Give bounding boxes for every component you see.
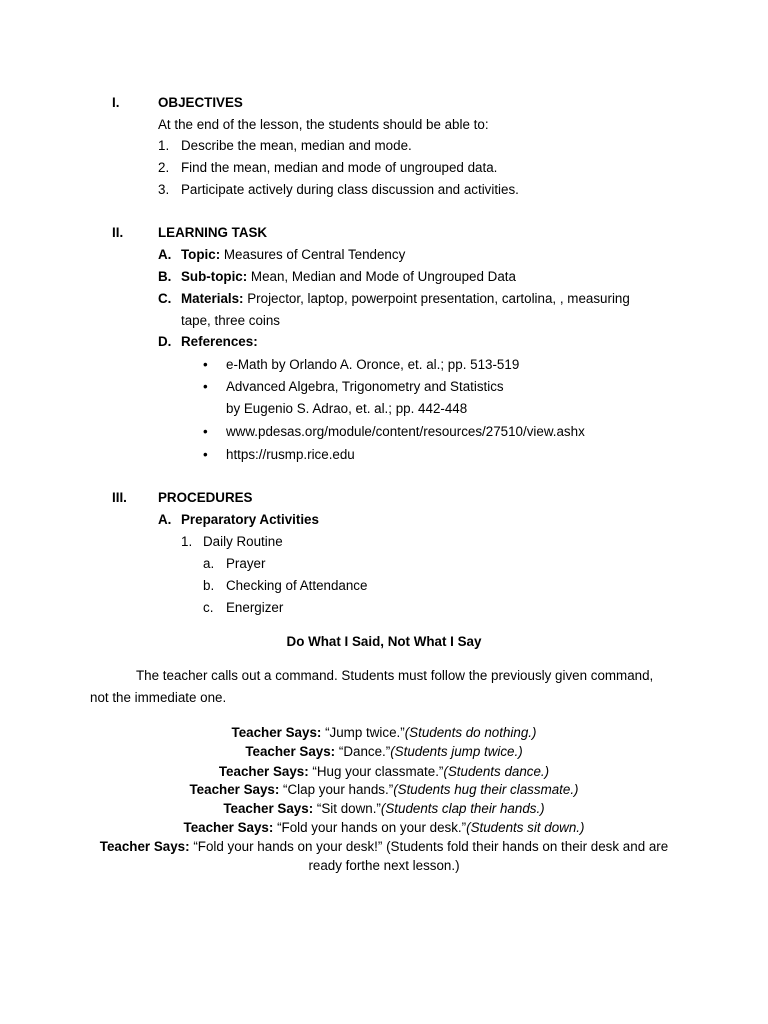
- student-response: (Students sit down.): [466, 820, 585, 835]
- bullet-icon: •: [203, 424, 208, 439]
- objective-number: 2.: [158, 160, 170, 175]
- teacher-says-line: [0, 819, 768, 837]
- command-text: “Sit down.”: [313, 801, 381, 816]
- section-1-heading: OBJECTIVES: [158, 95, 243, 110]
- topic-line: [181, 246, 405, 264]
- student-response: (Students dance.): [443, 764, 550, 779]
- teacher-says-label: Teacher Says:: [231, 725, 322, 740]
- teacher-says-label: Teacher Says:: [245, 744, 336, 759]
- command-text: “Fold your hands on your desk!” (Students fold their hands on their desk and are: [189, 839, 669, 854]
- materials-letter: C.: [158, 291, 172, 306]
- reference-item-continuation: by Eugenio S. Adrao, et. al.; pp. 442-448: [226, 401, 468, 416]
- objective-number: 3.: [158, 182, 170, 197]
- subtopic-letter: B.: [158, 269, 172, 284]
- objective-number: 1.: [158, 138, 170, 153]
- bullet-icon: •: [203, 447, 208, 462]
- game-title: Do What I Said, Not What I Say: [286, 634, 482, 649]
- topic-value: Measures of Central Tendency: [220, 247, 406, 262]
- student-response: (Students jump twice.): [390, 744, 523, 759]
- bullet-icon: •: [203, 357, 208, 372]
- materials-value: Projector, laptop, powerpoint presentation, cartolina, , measuring: [243, 291, 630, 306]
- teacher-says-line: [0, 838, 768, 856]
- teacher-says-line: [0, 763, 768, 781]
- teacher-says-line: [0, 800, 768, 818]
- routine-letter: c.: [203, 600, 214, 615]
- reference-item: www.pdesas.org/module/content/resources/27510/view.ashx: [226, 424, 585, 439]
- routine-item: Energizer: [226, 600, 284, 615]
- game-description-continuation: not the immediate one.: [90, 690, 227, 705]
- topic-label: Topic:: [181, 247, 221, 262]
- teacher-says-label: Teacher Says:: [189, 782, 280, 797]
- command-text: “Fold your hands on your desk.”: [273, 820, 467, 835]
- daily-routine-label: Daily Routine: [203, 534, 283, 549]
- references-letter: D.: [158, 334, 172, 349]
- teacher-says-label: Teacher Says:: [183, 820, 274, 835]
- subtopic-label: Sub-topic:: [181, 269, 248, 284]
- teacher-says-line: [0, 724, 768, 742]
- section-2-numeral: II.: [112, 225, 124, 240]
- section-3-numeral: III.: [112, 490, 127, 505]
- student-response: (Students hug their classmate.): [393, 782, 579, 797]
- materials-label: Materials:: [181, 291, 244, 306]
- objectives-intro: At the end of the lesson, the students should be able to:: [158, 117, 489, 132]
- section-2-heading: LEARNING TASK: [158, 225, 268, 240]
- routine-letter: b.: [203, 578, 215, 593]
- student-response: (Students clap their hands.): [380, 801, 545, 816]
- command-text: “Dance.”: [335, 744, 391, 759]
- game-description: The teacher calls out a command. Students must follow the previously given command,: [136, 668, 654, 683]
- teacher-says-line: [0, 743, 768, 761]
- routine-letter: a.: [203, 556, 215, 571]
- section-1-numeral: I.: [112, 95, 120, 110]
- preparatory-label: Preparatory Activities: [181, 512, 319, 527]
- references-label: References:: [181, 334, 258, 349]
- routine-item: Checking of Attendance: [226, 578, 368, 593]
- preparatory-letter: A.: [158, 512, 172, 527]
- teacher-says-label: Teacher Says:: [223, 801, 314, 816]
- command-text: “Jump twice.”: [321, 725, 405, 740]
- subtopic-line: [181, 268, 516, 286]
- teacher-says-label: Teacher Says:: [99, 839, 190, 854]
- materials-line: [181, 290, 630, 308]
- reference-item: e-Math by Orlando A. Oronce, et. al.; pp. 513-519: [226, 357, 520, 372]
- daily-routine-number: 1.: [181, 534, 193, 549]
- reference-item: https://rusmp.rice.edu: [226, 447, 355, 462]
- student-response: (Students do nothing.): [404, 725, 537, 740]
- routine-item: Prayer: [226, 556, 266, 571]
- reference-item: Advanced Algebra, Trigonometry and Statistics: [226, 379, 504, 394]
- objective-text: Participate actively during class discussion and activities.: [181, 182, 519, 197]
- teacher-says-label: Teacher Says:: [218, 764, 309, 779]
- subtopic-value: Mean, Median and Mode of Ungrouped Data: [247, 269, 516, 284]
- objective-text: Find the mean, median and mode of ungrouped data.: [181, 160, 498, 175]
- teacher-says-continuation: ready forthe next lesson.): [308, 858, 460, 873]
- topic-letter: A.: [158, 247, 172, 262]
- command-text: “Clap your hands.”: [279, 782, 394, 797]
- materials-continuation: tape, three coins: [181, 313, 281, 328]
- teacher-says-line: [0, 781, 768, 799]
- section-3-heading: PROCEDURES: [158, 490, 253, 505]
- command-text: “Hug your classmate.”: [308, 764, 444, 779]
- objective-text: Describe the mean, median and mode.: [181, 138, 412, 153]
- bullet-icon: •: [203, 379, 208, 394]
